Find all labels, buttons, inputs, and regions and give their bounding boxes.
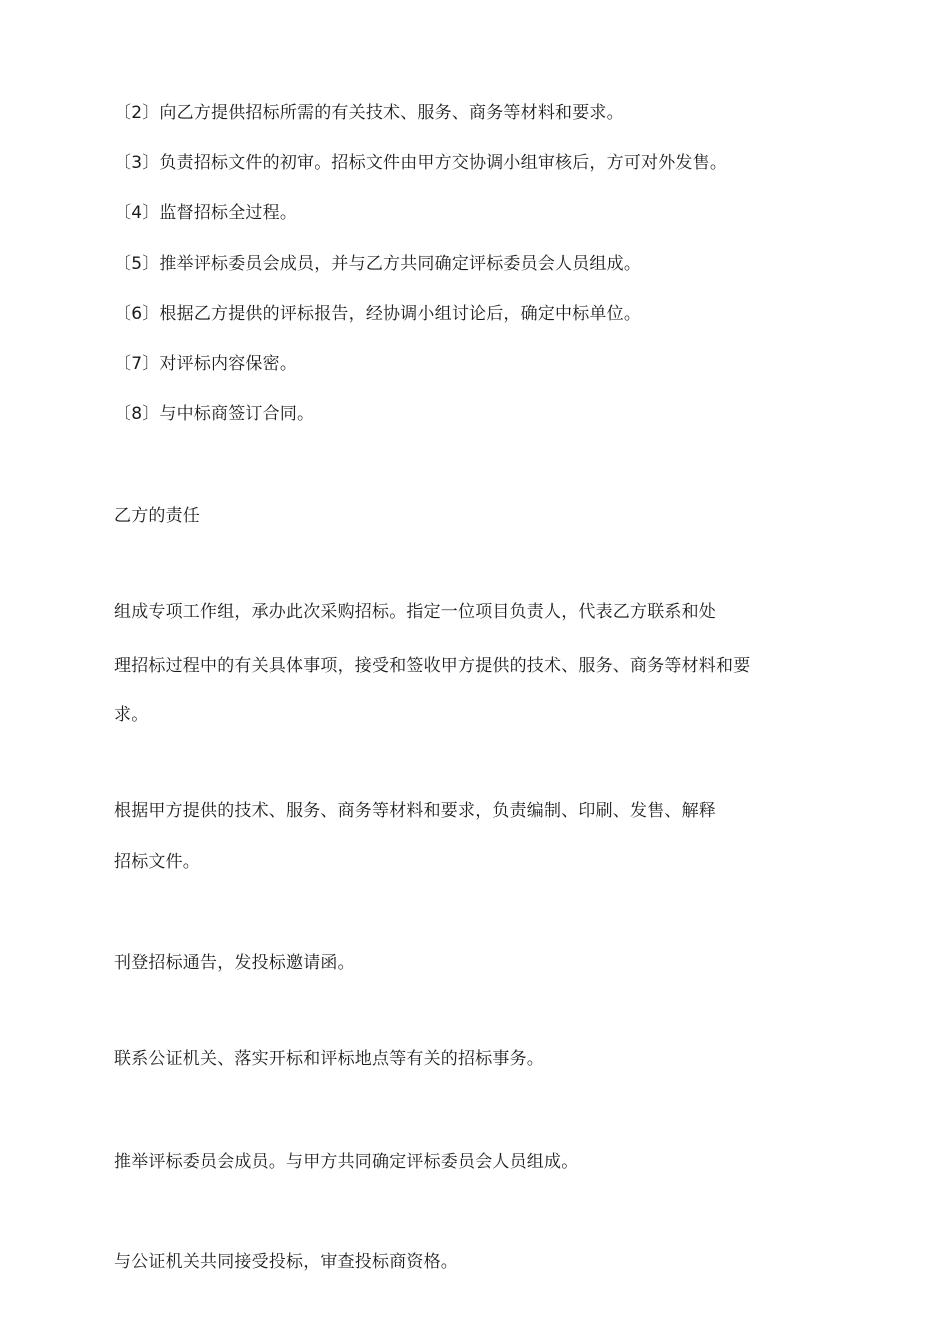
paragraph-3: 刊登招标通告，发投标邀请函。: [114, 953, 355, 973]
paragraph-4: 联系公证机关、落实开标和评标地点等有关的招标事务。: [114, 1049, 544, 1069]
paragraph-1-line-1: 组成专项工作组，承办此次采购招标。指定一位项目负责人，代表乙方联系和处: [114, 602, 716, 622]
paragraph-1-line-3: 求。: [114, 705, 149, 725]
list-item-2: 〔2〕向乙方提供招标所需的有关技术、服务、商务等材料和要求。: [114, 103, 624, 123]
section-heading: 乙方的责任: [114, 506, 200, 526]
list-item-6: 〔6〕根据乙方提供的评标报告，经协调小组讨论后，确定中标单位。: [114, 304, 642, 324]
list-item-4: 〔4〕监督招标全过程。: [114, 203, 298, 223]
paragraph-5: 推举评标委员会成员。与甲方共同确定评标委员会人员组成。: [114, 1152, 579, 1172]
list-item-3: 〔3〕负责招标文件的初审。招标文件由甲方交协调小组审核后，方可对外发售。: [114, 153, 728, 173]
paragraph-6: 与公证机关共同接受投标，审查投标商资格。: [114, 1252, 458, 1272]
list-item-5: 〔5〕推举评标委员会成员，并与乙方共同确定评标委员会人员组成。: [114, 254, 642, 274]
list-item-7: 〔7〕对评标内容保密。: [114, 354, 298, 374]
paragraph-1-line-2: 理招标过程中的有关具体事项，接受和签收甲方提供的技术、服务、商务等材料和要: [114, 656, 751, 676]
paragraph-2-line-2: 招标文件。: [114, 852, 200, 872]
list-item-8: 〔8〕与中标商签订合同。: [114, 404, 315, 424]
paragraph-2-line-1: 根据甲方提供的技术、服务、商务等材料和要求，负责编制、印刷、发售、解释: [114, 801, 716, 821]
